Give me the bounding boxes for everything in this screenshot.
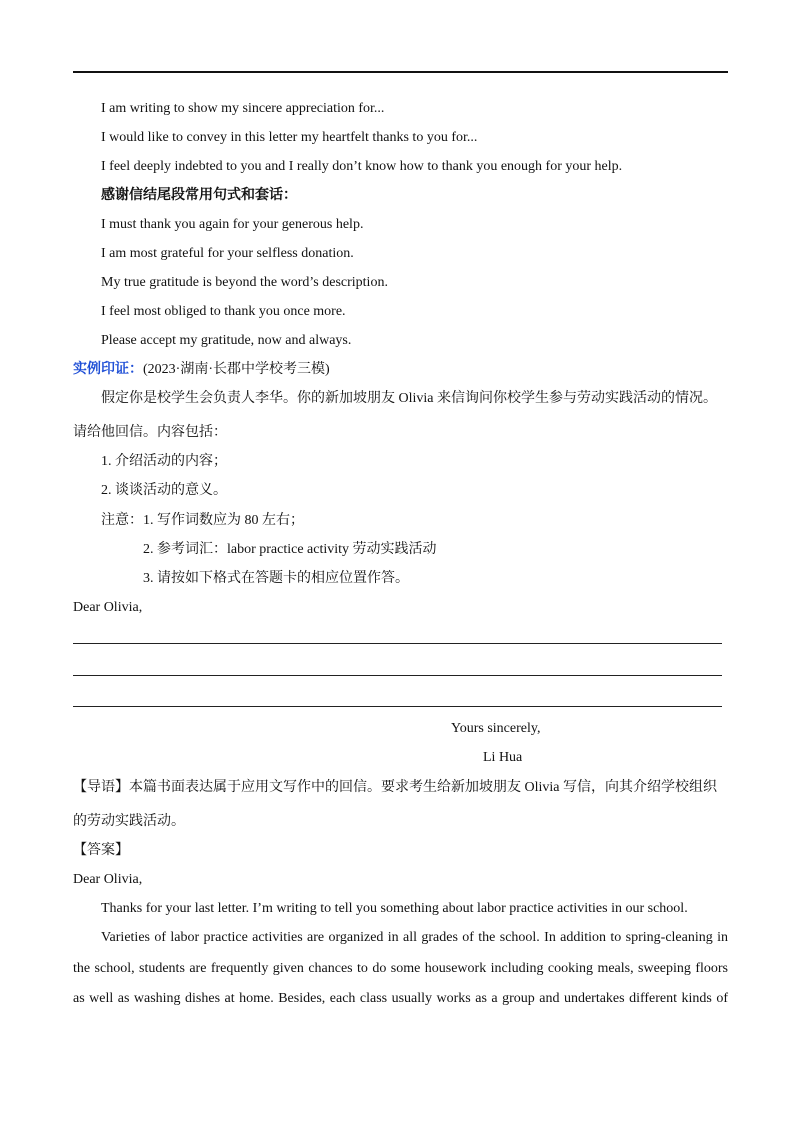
header-rule [73, 71, 728, 73]
note-line-1 [101, 512, 304, 530]
ending-phrase-1: I must thank you again for your generous help. [101, 217, 364, 232]
ending-heading: 感谢信结尾段常用句式和套话： [101, 188, 297, 203]
answer-paragraph-2-line-2: the school, students are frequently given chances to do some housework including cooking meals, sweeping floors [73, 961, 728, 976]
ending-phrase-2: I am most grateful for your selfless donation. [101, 246, 354, 261]
ending-phrase-3: My true gratitude is beyond the word’s description. [101, 275, 388, 290]
note-3: 3. 请按如下格式在答题卡的相应位置作答。 [143, 571, 409, 586]
intro-phrase-2: I would like to convey in this letter my heartfelt thanks to you for... [101, 130, 478, 145]
answer-paragraph-2-line-3: as well as washing dishes at home. Besides, each class usually works as a group and undertakes different kinds of [73, 991, 728, 1006]
content-item-2: 2. 谈谈活动的意义。 [101, 483, 227, 498]
guide-line-1: 【导语】本篇书面表达属于应用文写作中的回信。要求考生给新加坡朋友 Olivia 写信，向其介绍学校组织 [73, 780, 717, 795]
answer-blank-line-2 [73, 675, 722, 676]
answer-label: 【答案】 [73, 843, 129, 858]
answer-paragraph-2-line-1: Varieties of labor practice activities are organized in all grades of the school. In addition to spring-cleaning in [101, 930, 728, 945]
answer-blank-line-1 [73, 643, 722, 644]
prompt-line-2: 请给他回信。内容包括： [73, 425, 227, 440]
letter-signature: Li Hua [483, 750, 523, 765]
example-header [73, 361, 330, 379]
prompt-line-1: 假定你是校学生会负责人李华。你的新加坡朋友 Olivia 来信询问你校学生参与劳动实践活动的情况。 [101, 391, 717, 406]
answer-blank-line-3 [73, 706, 722, 707]
note-2: 2. 参考词汇：labor practice activity 劳动实践活动 [143, 542, 437, 557]
answer-paragraph-1: Thanks for your last letter. I’m writing to tell you something about labor practice activities in our school. [101, 901, 688, 916]
ending-phrase-5: Please accept my gratitude, now and always. [101, 333, 352, 348]
note-1: 1. 写作词数应为 80 左右； [143, 513, 304, 528]
content-item-1: 1. 介绍活动的内容； [101, 454, 227, 469]
notes-label: 注意： [101, 513, 143, 528]
example-source: (2023·湖南·长郡中学校考三模) [143, 362, 330, 377]
intro-phrase-3: I feel deeply indebted to you and I really don’t know how to thank you enough for your help. [101, 159, 623, 174]
answer-salutation: Dear Olivia, [73, 872, 143, 887]
intro-phrase-1: I am writing to show my sincere appreciation for... [101, 101, 385, 116]
guide-line-2: 的劳动实践活动。 [73, 814, 185, 829]
letter-salutation: Dear Olivia, [73, 600, 143, 615]
example-label: 实例印证： [73, 362, 143, 377]
ending-phrase-4: I feel most obliged to thank you once more. [101, 304, 346, 319]
letter-closing: Yours sincerely, [451, 721, 541, 736]
